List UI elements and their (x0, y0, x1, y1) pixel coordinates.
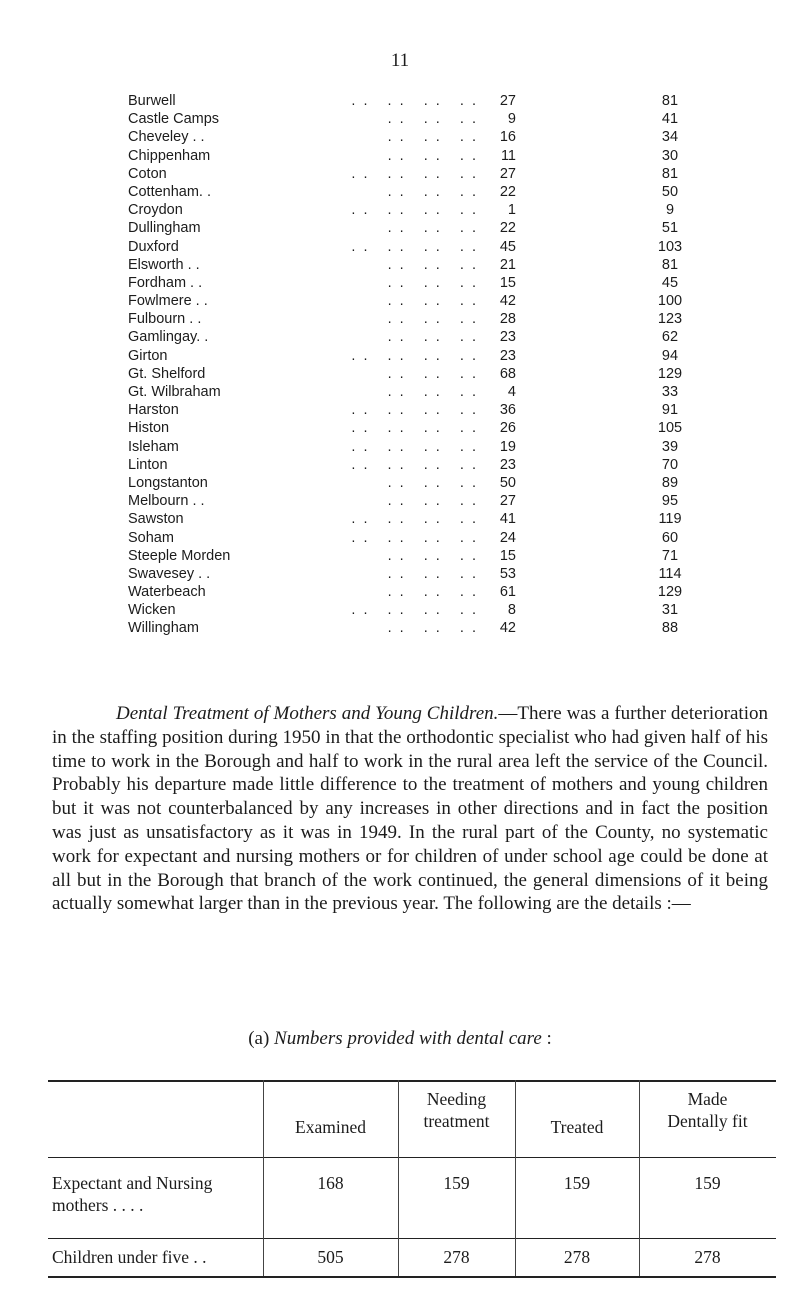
leader-dots-text: . . . . . . (387, 220, 478, 237)
leader-dots-text: . . . . . . (387, 111, 478, 128)
ward-value-second: 60 (661, 529, 679, 546)
dental-care-table (48, 1080, 776, 1278)
ward-value-first: 45 (499, 238, 516, 255)
ward-value-second: 129 (657, 584, 683, 601)
leader-dots-text: . . . . . . (387, 183, 478, 200)
ward-value-first: 22 (499, 220, 516, 237)
ward-value-second: 88 (661, 620, 679, 637)
page-number: 11 (390, 50, 410, 71)
row1-treated: 159 (563, 1173, 591, 1193)
leader-dots-text: . . . . . . (387, 274, 478, 291)
subheading-prefix: (a) (248, 1028, 275, 1049)
ward-value-second: 123 (657, 311, 683, 328)
dental-treatment-paragraph (52, 702, 768, 916)
ward-row (128, 238, 688, 256)
ward-value-first: 42 (499, 620, 516, 637)
header-needing-line1: Needing (426, 1089, 487, 1109)
ward-value-second: 103 (657, 238, 683, 255)
ward-value-second: 89 (661, 474, 679, 491)
ward-value-second: 51 (661, 220, 679, 237)
ward-name: Castle Camps (128, 111, 220, 128)
ward-row (128, 583, 688, 601)
leader-dots-text: . . . . . . (387, 365, 478, 382)
ward-name: Willingham (128, 620, 199, 637)
ward-value-second: 39 (661, 438, 679, 455)
leader-dots-text: . . . . . . (387, 147, 478, 164)
ward-row (128, 401, 688, 419)
leader-dots-text: . . . . . . . . (351, 347, 478, 364)
ward-value-second: 71 (661, 547, 679, 564)
ward-value-first: 27 (499, 165, 516, 182)
row1-label-line2: mothers . . . . (52, 1195, 144, 1215)
leader-dots-text: . . . . . . (387, 384, 478, 400)
ward-row (128, 456, 688, 474)
header-made-line2: Dentally fit (667, 1111, 748, 1131)
ward-name: Waterbeach (128, 584, 206, 601)
ward-name: Cottenham. . (128, 183, 212, 200)
ward-value-second: 34 (661, 129, 679, 146)
ward-name: Fordham . . (128, 274, 203, 291)
leader-dots-text: . . . . . . (387, 547, 478, 564)
ward-name: Cheveley . . (128, 129, 205, 146)
ward-value-second: 119 (658, 511, 682, 528)
ward-row (128, 347, 688, 365)
ward-value-first: 36 (499, 402, 516, 419)
leader-dots-text: . . . . . . (387, 474, 478, 491)
ward-name: Croydon (128, 202, 183, 219)
row2-needing: 278 (443, 1247, 470, 1267)
ward-row (128, 292, 688, 310)
ward-value-first: 42 (499, 293, 516, 310)
ward-name: Gt. Shelford (128, 365, 206, 382)
ward-value-second: 62 (661, 329, 679, 346)
row1-label-line1: Expectant and Nursing (52, 1173, 213, 1193)
ward-value-first: 68 (499, 365, 516, 382)
table-bottom-rule (48, 1276, 776, 1278)
ward-value-first: 15 (499, 547, 516, 564)
ward-value-first: 8 (507, 602, 516, 619)
ward-row (128, 365, 688, 383)
ward-value-second: 9 (665, 202, 675, 219)
ward-value-second: 81 (661, 93, 679, 109)
ward-name: Longstanton (128, 474, 208, 491)
ward-row (128, 492, 688, 510)
ward-value-second: 81 (661, 256, 679, 273)
ward-value-first: 53 (499, 565, 516, 582)
ward-value-first: 1 (507, 202, 516, 219)
ward-value-second: 105 (657, 420, 683, 437)
ward-value-first: 28 (499, 311, 516, 328)
ward-value-first: 23 (499, 456, 516, 473)
ward-value-first: 19 (499, 438, 516, 455)
leader-dots-text: . . . . . . (387, 311, 478, 328)
ward-row (128, 438, 688, 456)
header-examined: Examined (295, 1117, 366, 1137)
ward-row (128, 601, 688, 619)
leader-dots-text: . . . . . . (387, 565, 478, 582)
leader-dots-text: . . . . . . . . (351, 602, 478, 619)
ward-name: Harston (128, 402, 179, 419)
header-treated: Treated (550, 1117, 604, 1137)
leader-dots-text: . . . . . . . . (351, 511, 478, 528)
ward-name: Elsworth . . (128, 256, 200, 273)
ward-row (128, 128, 688, 146)
row2-made: 278 (694, 1247, 721, 1267)
ward-value-first: 22 (499, 183, 516, 200)
ward-row (128, 619, 688, 637)
row1-examined: 168 (317, 1173, 344, 1193)
ward-row (128, 110, 688, 128)
ward-name: Chippenham (128, 147, 211, 164)
ward-name: Girton (128, 347, 168, 364)
ward-row (128, 547, 688, 565)
leader-dots-text: . . . . . . (387, 256, 478, 273)
ward-value-first: 24 (499, 529, 516, 546)
ward-name: Wicken (128, 602, 176, 619)
ward-value-first: 23 (499, 347, 516, 364)
row2-treated: 278 (563, 1247, 591, 1267)
ward-row (128, 328, 688, 346)
paragraph-body: —There was a further deterioration in the staffing position during 1950 in that the orthodontic specialist who had given half of his time to work in the Borough and half to work in the rural area left the service of the Council. Probably his departure made little difference to the treatment of mothers and young children but it was not counterbalanced by any increases in other directions and in fact the position was just as unsatisfactory as it was in 1949. In the rural part of the County, no systematic work for expectant and nursing mothers or for children of under school age could be done at all but in the Borough that branch of the work continued, the general dimensions of it being actually somewhat larger than in the previous year. The following are the details :— (52, 703, 768, 915)
table-header-rule (48, 1157, 776, 1158)
ward-name: Fowlmere . . (128, 293, 208, 310)
ward-name: Isleham (128, 438, 179, 455)
ward-value-second: 30 (661, 147, 679, 164)
ward-name: Duxford (128, 238, 179, 255)
ward-name: Coton (128, 165, 167, 182)
table-row-rule (48, 1238, 776, 1239)
ward-value-second: 114 (658, 565, 682, 582)
ward-value-second: 50 (661, 183, 679, 200)
ward-row (128, 165, 688, 183)
ward-row (128, 383, 688, 401)
ward-value-first: 26 (499, 420, 516, 437)
ward-row (128, 92, 688, 110)
ward-row (128, 183, 688, 201)
leader-dots-text: . . . . . . . . (351, 238, 478, 255)
leader-dots-text: . . . . . . (387, 129, 478, 146)
row2-examined: 505 (317, 1247, 344, 1267)
ward-name: Histon (128, 420, 170, 437)
ward-value-second: 91 (661, 402, 679, 419)
leader-dots-text: . . . . . . (387, 584, 478, 601)
ward-value-first: 9 (507, 111, 516, 128)
ward-value-second: 41 (661, 111, 679, 128)
ward-value-first: 4 (507, 384, 516, 400)
ward-row (128, 510, 688, 528)
ward-value-second: 45 (661, 274, 679, 291)
ward-name: Swavesey . . (128, 565, 211, 582)
row1-made: 159 (694, 1173, 721, 1193)
subheading-suffix: : (541, 1028, 552, 1049)
header-needing-line2: treatment (423, 1111, 490, 1131)
leader-dots-text: . . . . . . . . (351, 529, 478, 546)
leader-dots-text: . . . . . . (387, 293, 478, 310)
ward-row (128, 529, 688, 547)
table-top-rule (48, 1080, 776, 1082)
ward-row (128, 419, 688, 437)
ward-table (128, 92, 688, 638)
leader-dots-text: . . . . . . . . (351, 438, 478, 455)
ward-value-second: 81 (661, 165, 679, 182)
leader-dots-text: . . . . . . . . (351, 165, 478, 182)
leader-dots-text: . . . . . . . . (351, 456, 478, 473)
ward-name: Soham (128, 529, 174, 546)
ward-row (128, 274, 688, 292)
ward-value-second: 129 (657, 365, 683, 382)
header-made-line1: Made (687, 1089, 728, 1109)
row2-label: Children under five . . (52, 1247, 207, 1267)
ward-value-first: 27 (499, 93, 516, 109)
ward-value-second: 94 (661, 347, 679, 364)
leader-dots-text: . . . . . . . . (351, 420, 478, 437)
ward-value-first: 15 (499, 274, 516, 291)
ward-value-first: 11 (500, 147, 516, 164)
ward-row (128, 310, 688, 328)
leader-dots-text: . . . . . . . . (351, 402, 478, 419)
row1-needing: 159 (443, 1173, 470, 1193)
ward-value-first: 23 (499, 329, 516, 346)
leader-dots-text: . . . . . . . . (351, 202, 478, 219)
ward-value-first: 21 (499, 256, 516, 273)
ward-value-first: 41 (499, 511, 516, 528)
paragraph-lead: Dental Treatment of Mothers and Young Children. (116, 703, 499, 724)
ward-name: Gamlingay. . (128, 329, 209, 346)
ward-row (128, 565, 688, 583)
ward-name: Burwell (128, 93, 176, 109)
leader-dots-text: . . . . . . (387, 329, 478, 346)
ward-value-second: 95 (661, 493, 679, 510)
ward-value-second: 31 (661, 602, 679, 619)
ward-value-first: 16 (499, 129, 516, 146)
ward-value-second: 70 (661, 456, 679, 473)
leader-dots-text: . . . . . . (387, 620, 478, 637)
ward-row (128, 219, 688, 237)
ward-row (128, 201, 688, 219)
subheading-title: Numbers provided with dental care (274, 1028, 542, 1049)
ward-name: Steeple Morden (128, 547, 231, 564)
ward-name: Linton (128, 456, 168, 473)
ward-value-second: 33 (661, 384, 679, 400)
ward-name: Sawston (128, 511, 184, 528)
ward-name: Gt. Wilbraham (128, 384, 221, 400)
ward-row (128, 147, 688, 165)
ward-value-second: 100 (657, 293, 683, 310)
ward-name: Fulbourn . . (128, 311, 202, 328)
ward-name: Dullingham (128, 220, 201, 237)
ward-name: Melbourn . . (128, 493, 205, 510)
ward-value-first: 27 (499, 493, 516, 510)
ward-value-first: 61 (499, 584, 516, 601)
ward-value-first: 50 (499, 474, 516, 491)
ward-row (128, 474, 688, 492)
leader-dots-text: . . . . . . . . (351, 93, 478, 109)
ward-row (128, 256, 688, 274)
leader-dots-text: . . . . . . (387, 493, 478, 510)
subheading (0, 1028, 800, 1050)
